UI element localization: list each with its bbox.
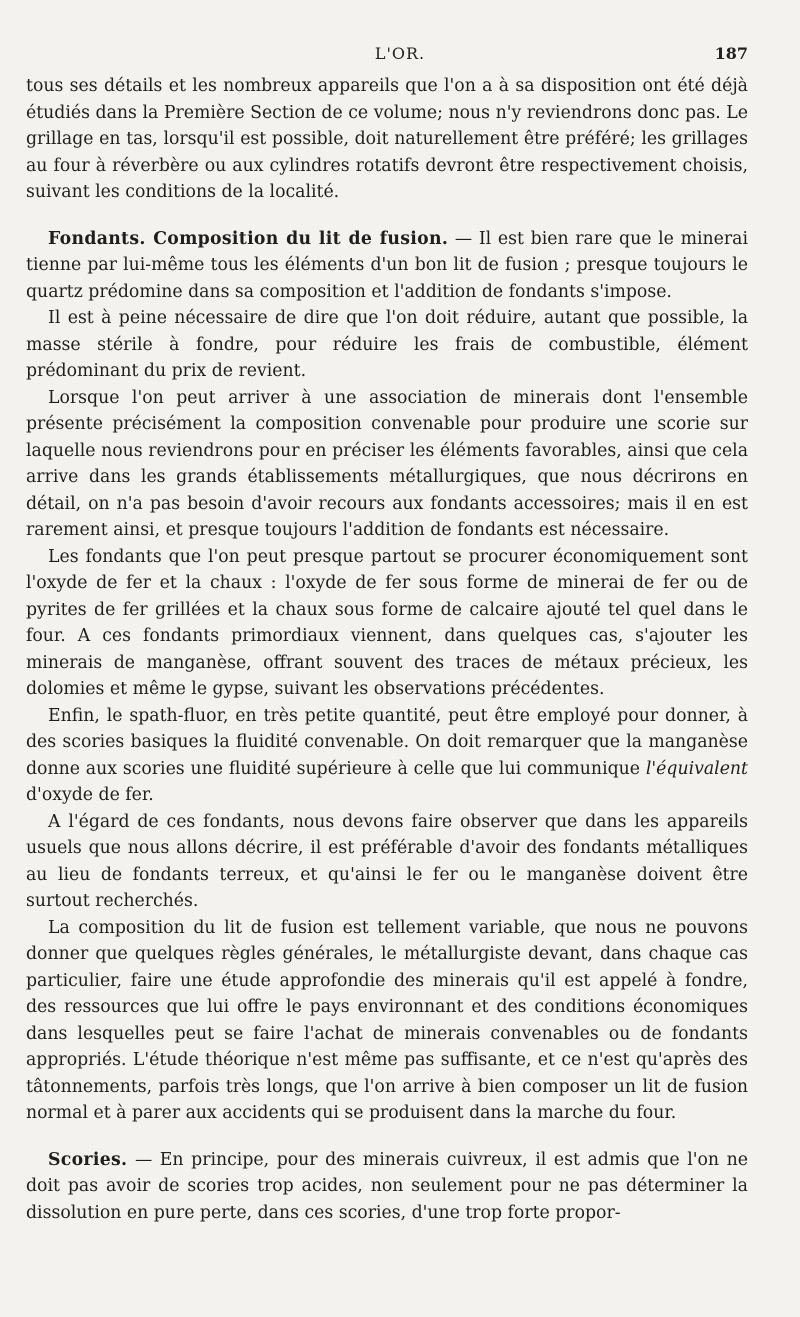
paragraph-4: Lorsque l'on peut arriver à une association de minerais dont l'ensemble présente précisément la composition convenable pour produire une scorie sur laquelle nous reviendrons pour en préciser les éléments favorables, ainsi que cela arrive dans les grands établissements métallurgiques, que nous décrirons en détail, on n'a pas besoin d'avoir recours aux fondants accessoires; mais il en est rarement ainsi, et presque toujours l'addition de fondants est nécessaire. [26, 387, 748, 540]
heading-fondants: Fondants. Composition du lit de fusion. [48, 228, 449, 249]
paragraph-fondants-text: — Il est bien rare que le minerai tienne par lui-même tous les éléments d'un bon lit de fusion ; presque toujours le quartz prédomine dans sa composition et l'addition de fondants s'impose. [26, 228, 748, 302]
paragraph-6-text: Enfin, le spath-fluor, en très petite quantité, peut être employé pour donner, à des scories basiques la fluidité convenable. On doit remarquer que la manganèse donne aux scories une fluidité supérieure à celle que lui communique [26, 705, 748, 779]
body-text [26, 73, 748, 1226]
paragraph-fondants [26, 226, 748, 306]
paragraph-6-tail: d'oxyde de fer. [26, 785, 154, 805]
paragraph-3: Il est à peine nécessaire de dire que l'on doit réduire, autant que possible, la masse stérile à fondre, pour réduire les frais de combustible, élément prédominant du prix de revient. [26, 308, 748, 381]
paragraph-7: A l'égard de ces fondants, nous devons faire observer que dans les appareils usuels que nous allons décrire, il est préférable d'avoir des fondants métalliques au lieu de fondants terreux, et qu'ainsi le fer ou le manganèse doivent être surtout recherchés. [26, 811, 748, 911]
heading-scories: Scories. [48, 1149, 128, 1170]
paragraph-6 [26, 703, 748, 809]
italic-equivalent: l'équivalent [645, 758, 748, 779]
paragraph-8: La composition du lit de fusion est tellement variable, que nous ne pouvons donner que quelques règles générales, le métallurgiste devant, dans chaque cas particulier, faire une étude approfondie des minerais qu'il est appelé à fondre, des ressources que lui offre le pays environnant et des conditions économiques dans lesquelles peut se faire l'achat de minerais convenables ou de fondants appropriés. L'étude théorique n'est même pas suffisante, et ce n'est qu'après des tâtonnements, parfois très longs, que l'on arrive à bien composer un lit de fusion normal et à parer aux accidents qui se produisent dans la marche du four. [26, 917, 748, 1123]
paragraph-5: Les fondants que l'on peut presque partout se procurer économiquement sont l'oxyde de fer et la chaux : l'oxyde de fer sous forme de minerai de fer ou de pyrites de fer grillées et la chaux sous forme de calcaire ajouté tel quel dans le four. A ces fondants primordiaux viennent, dans quelques cas, s'ajouter les minerais de manganèse, offrant souvent des traces de métaux précieux, les dolomies et même le gypse, suivant les observations précédentes. [26, 546, 748, 699]
paragraph-1: tous ses détails et les nombreux appareils que l'on a à sa disposition ont été déjà étudiés dans la Première Section de ce volume; nous n'y reviendrons donc pas. Le grillage en tas, lorsqu'il est possible, doit naturellement être préféré; les grillages au four à réverbère ou aux cylindres rotatifs devront être respectivement choisis, suivant les conditions de la localité. [26, 76, 748, 202]
running-title: L'OR. [374, 44, 426, 63]
paragraph-scories-text: — En principe, pour des minerais cuivreux, il est admis que l'on ne doit pas avoir de scories trop acides, non seulement pour ne pas déterminer la dissolution en pure perte, dans ces scories, d'une trop forte propor- [26, 1149, 748, 1223]
page-number: 187 [714, 44, 748, 63]
paragraph-scories [26, 1147, 748, 1227]
